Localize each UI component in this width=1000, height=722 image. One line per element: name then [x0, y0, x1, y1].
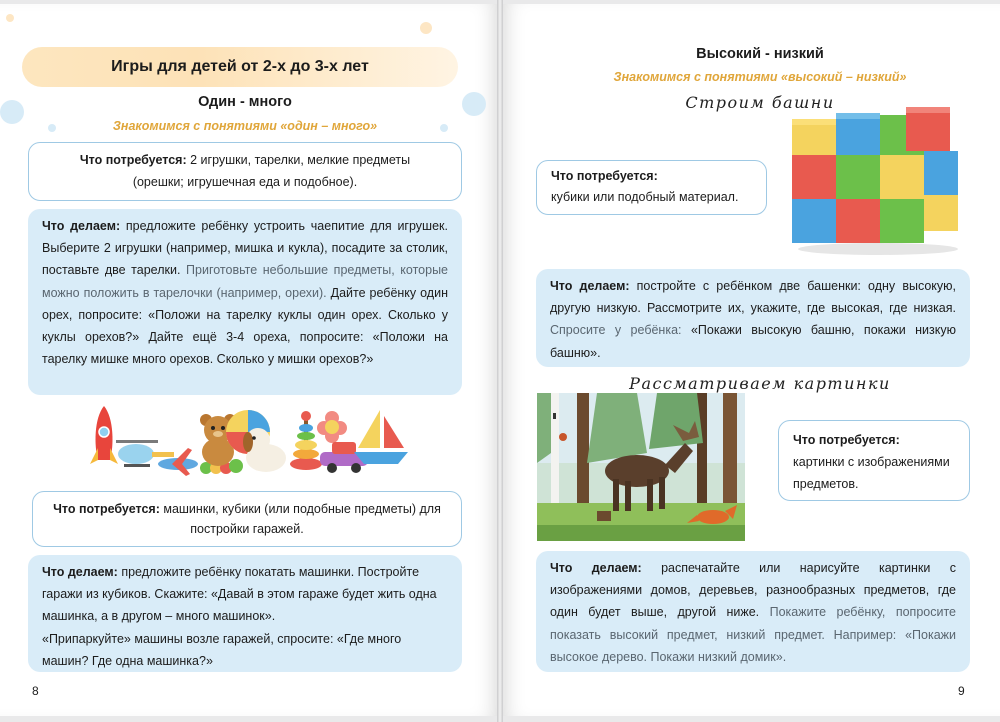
box-text: предложите ребёнку устроить чаепитие для игрушек. Выберите 2 игрушки (например, мишка и кукла), посадите за столик, поставьте две тарелки. [42, 219, 448, 278]
sailboat-toy [354, 410, 408, 464]
box-text: (орешки; игрушечная еда и подобное). [132, 175, 358, 189]
decor-bubble [420, 22, 432, 34]
requirements-box [32, 491, 462, 547]
decor-bubble [440, 124, 448, 132]
box-text: кубики или подобный материал. [551, 190, 739, 204]
requirements-box [28, 142, 462, 201]
instructions-box [536, 269, 970, 367]
pyramid-toy [290, 411, 322, 470]
box-label: Что потребуется: [793, 433, 900, 447]
section-title: Один - много [198, 94, 292, 110]
box-label: Что делаем: [550, 561, 642, 575]
box-label: Что делаем: [42, 219, 121, 233]
box-label: Что потребуется: [551, 169, 658, 183]
box-text: 2 игрушки, тарелки, мелкие предметы [190, 153, 411, 167]
forest-moose-illustration [537, 393, 745, 541]
instructions-box [28, 555, 462, 672]
box-text: предложите ребёнку покатать машинки. Постройте гаражи из кубиков. Скажите: «Давай в этом гараже будет жить одна машинка, а в другом – много машинок». [42, 565, 437, 624]
section-subtitle: Знакомимся с понятиями «высокий – низкий» [613, 70, 907, 84]
game-title: Строим башни [685, 93, 835, 112]
requirements-box [536, 160, 767, 215]
flower-toy [317, 411, 347, 443]
box-text: Покажите ребёнку, попросите показать высокий предмет, низкий предмет. Например: «Покажи высокое дерево. Покажи низкий домик». [550, 605, 956, 664]
game-title: Рассматриваем картинки [629, 374, 891, 393]
instructions-box [536, 551, 970, 672]
page-banner [22, 47, 458, 87]
box-label: Что потребуется: [53, 502, 160, 516]
box-text: распечатайте или нарисуйте картинки с изображениями домов, деревьев, разнообразных предметов, где один будет выше, другой ниже. [550, 561, 956, 620]
blocks-tower-illustration [786, 103, 964, 255]
dog-toy [243, 428, 286, 472]
left-page [0, 4, 500, 716]
box-label: Что делаем: [42, 565, 118, 579]
page-number: 8 [32, 684, 39, 698]
box-text: Дайте ребёнку один орех, попросите: «Положи на тарелку куклы один орех. Сколько у куклы орехов?» Дайте ещё 3-4 ореха, попросите: «Положи на тарелку мишке много орехов. Сколько у мишки орехов?» [42, 285, 448, 367]
box-label: Что делаем: [550, 279, 630, 293]
box-text: картинки с изображениями предметов. [793, 455, 950, 491]
section-title: Высокий - низкий [696, 46, 824, 62]
toys-illustration [88, 402, 410, 478]
box-text: машинки, кубики (или подобные предметы) для постройки гаражей. [163, 502, 441, 536]
decor-bubble [0, 100, 24, 124]
box-text: Спросите у ребёнка: [550, 323, 682, 338]
decor-bubble [462, 92, 486, 116]
decor-bubble [48, 124, 56, 132]
decor-bubble [6, 14, 14, 22]
box-text: Приготовьте небольшие предметы, которые можно положить в тарелочки (например, орехи). [42, 263, 448, 300]
box-text: «Припаркуйте» машины возле гаражей, спросите: «Где много машин? Где одна машинка?» [42, 631, 402, 668]
box-label: Что потребуется: [79, 153, 187, 167]
banner-title: Игры для детей от 2-х до 3-х лет [111, 58, 369, 75]
rocket-toy [90, 406, 118, 464]
section-subtitle: Знакомимся с понятиями «один – много» [112, 119, 378, 133]
box-text: «Покажи высокую башню, покажи низкую башню». [550, 323, 956, 360]
page-number: 9 [958, 684, 965, 698]
box-text: постройте с ребёнком две башенки: одну высокую, другую низкую. Рассмотрите их, укажите, где высокая, где низкая. [550, 279, 956, 316]
requirements-box [778, 420, 970, 501]
instructions-box [28, 209, 462, 395]
book-spine [497, 0, 503, 722]
